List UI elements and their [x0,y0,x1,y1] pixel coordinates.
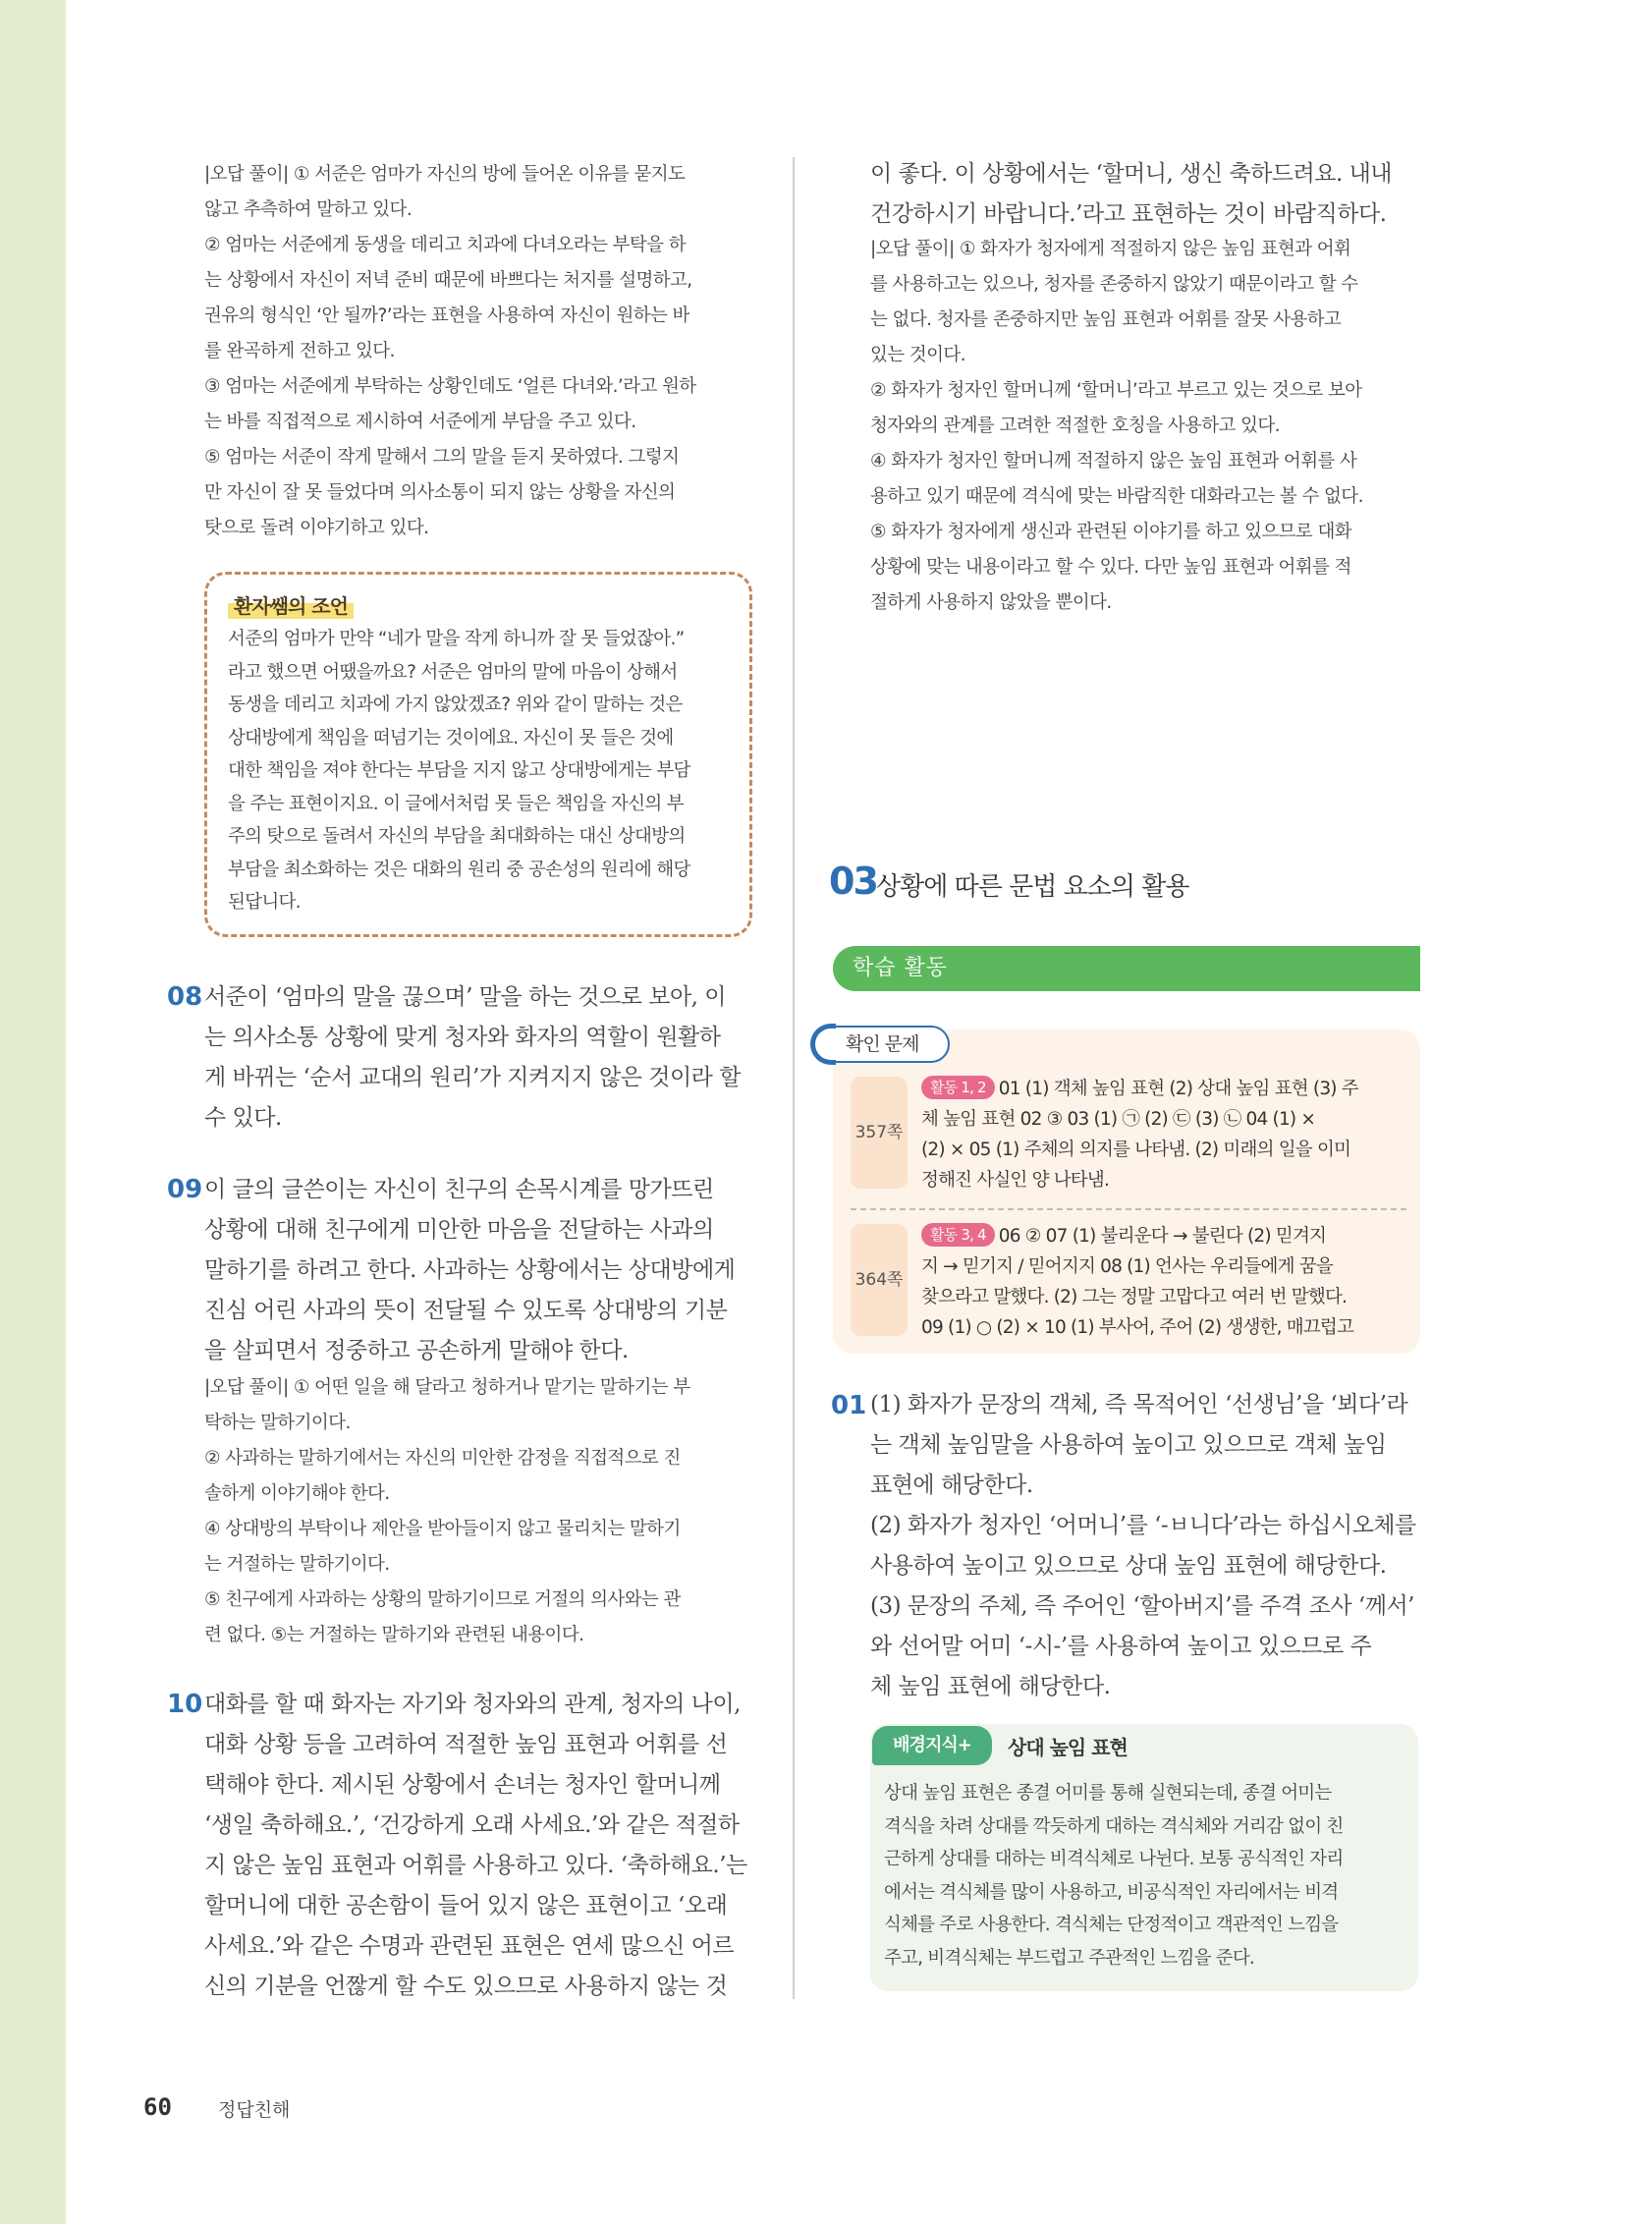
question-number-08: 08 [167,982,203,1012]
check-problem-label: 확인 문제 [846,1033,919,1055]
answer-line: 지 않은 높임 표현과 어휘를 사용하고 있다. ‘축하해요.’는 [204,1853,747,1878]
answer-line: 체 높임 표현에 해당한다. [870,1674,1111,1699]
explain-line: 청자와의 관계를 고려한 적절한 호칭을 사용하고 있다. [870,416,1280,436]
page-ref-364 [851,1224,908,1336]
explain-line: ④ 상대방의 부탁이나 제안을 받아들이지 않고 물리치는 말하기 [204,1519,681,1539]
explain-line: 련 없다. ⑤는 거절하는 말하기와 관련된 내용이다. [204,1625,584,1645]
explain-line: ④ 화자가 청자인 할머니께 적절하지 않은 높임 표현과 어휘를 사 [870,451,1357,472]
explain-10 [870,232,1420,621]
page-ref-label: 357쪽 [854,1123,904,1142]
question-number-10: 10 [167,1690,203,1719]
check-line: 09 (1) ○ (2) × 10 (1) 부사어, 주어 (2) 생생한, 매끄럽고 [921,1317,1354,1338]
side-color-strip [0,0,66,2224]
explain-line: 만 자신이 잘 못 들었다며 의사소통이 되지 않는 상황을 자신의 [204,482,676,503]
answer-line: 말하기를 하려고 한다. 사과하는 상황에서는 상대방에게 [204,1257,736,1283]
advice-line: 상대방에게 책임을 떠넘기는 것이에요. 자신이 못 들은 것에 [228,727,674,749]
bg-line: 에서는 격식체를 많이 사용하고, 비공식적인 자리에서는 비격 [884,1881,1339,1903]
answer-line: 을 살피면서 정중하고 공손하게 말해야 한다. [204,1338,629,1363]
advice-line: 라고 했으면 어땠을까요? 서준은 엄마의 말에 마음이 상해서 [228,661,678,683]
check-line [921,1074,1410,1104]
bg-line: 식체를 주로 사용한다. 격식체는 단정적이고 객관적인 느낌을 [884,1915,1339,1935]
explain-line: 있는 것이다. [870,345,965,365]
check-line: 찾으라고 말했다. (2) 그는 정말 고맙다고 여러 번 말했다. [921,1287,1348,1307]
learning-activity-bar [833,946,1420,991]
advice-title: 환자쌤의 조언 [228,590,354,619]
bg-line: 상대 높임 표현은 종결 어미를 통해 실현되는데, 종결 어미는 [884,1783,1332,1804]
answer-line: (2) 화자가 청자인 ‘어머니’를 ‘-ㅂ니다’라는 하십시오체를 [870,1513,1416,1538]
answer-09 [204,1170,760,1371]
answer-line: 건강하시기 바랍니다.’라고 표현하는 것이 바람직하다. [870,201,1387,227]
explain-line: ③ 엄마는 서준에게 부탁하는 상황인데도 ‘얼른 다녀와.’라고 원하 [204,376,696,397]
explain-line: 권유의 형식인 ‘안 될까?’라는 표현을 사용하여 자신이 원하는 바 [204,306,689,326]
check-line [921,1221,1410,1251]
explain-line: ② 화자가 청자인 할머니께 ‘할머니’라고 부르고 있는 것으로 보아 [870,380,1362,401]
page-number: 60 [143,2093,172,2121]
answer-line: 대화를 할 때 화자는 자기와 청자와의 관계, 청자의 나이, [204,1692,741,1717]
explain-line: 는 상황에서 자신이 저녁 준비 때문에 바쁘다는 처지를 설명하고, [204,270,692,291]
check-problem-tab [818,1026,950,1063]
question-number-01: 01 [831,1391,867,1420]
explain-line: ⑤ 엄마는 서준이 작게 말해서 그의 말을 듣지 못하였다. 그렇지 [204,447,680,468]
background-knowledge-text [884,1777,1406,1974]
explain-line: ⑤ 화자가 청자에게 생신과 관련된 이야기를 하고 있으므로 대화 [870,522,1352,542]
check-line: 체 높임 표현 02 ③ 03 (1) ㉠ (2) ㉢ (3) ㉡ 04 (1) × [921,1109,1316,1130]
explain-line: 탓으로 돌려 이야기하고 있다. [204,518,429,538]
explain-line: 탁하는 말하기이다. [204,1413,351,1433]
book-label: 정답친해 [218,2099,291,2121]
answer-line: ‘생일 축하해요.’, ‘건강하게 오래 사세요.’와 같은 적절하 [204,1812,740,1838]
explain-line: |오답 풀이| ① 어떤 일을 해 달라고 청하거나 맡기는 말하기는 부 [204,1377,690,1398]
answer-line: 신의 기분을 언짢게 할 수도 있으므로 사용하지 않는 것 [204,1974,728,1999]
answer-line: 이 좋다. 이 상황에서는 ‘할머니, 생신 축하드려요. 내내 [870,161,1392,187]
question-number-09: 09 [167,1175,203,1204]
background-knowledge-tag: 배경지식+ [872,1726,992,1765]
explain-line: 를 완곡하게 전하고 있다. [204,341,395,361]
check-line: (2) × 05 (1) 주체의 의지를 나타냄. (2) 미래의 일을 이미 [921,1140,1351,1160]
explain-line: ② 엄마는 서준에게 동생을 데리고 치과에 다녀오라는 부탁을 하 [204,235,687,255]
advice-text [228,623,739,919]
section-number: 03 [829,860,877,903]
answer-line: 대화 상황 등을 고려하여 적절한 높임 표현과 어휘를 선 [204,1732,728,1757]
section-title: 상황에 따른 문법 요소의 활용 [876,872,1189,902]
explain-line: 는 없다. 청자를 존중하지만 높임 표현과 어휘를 잘못 사용하고 [870,309,1342,330]
answer-line: 게 바뀌는 ‘순서 교대의 원리’가 지켜지지 않은 것이라 할 [204,1065,741,1090]
answer-01 [870,1385,1420,1707]
answer-line: 서준이 ‘엄마의 말을 끊으며’ 말을 하는 것으로 보아, 이 [204,984,726,1010]
explain-line: ② 사과하는 말하기에서는 자신의 미안한 감정을 직접적으로 진 [204,1448,681,1469]
answer-line: (1) 화자가 문장의 객체, 즉 목적어인 ‘선생님’을 ‘뵈다’라 [870,1392,1408,1418]
explain-line: |오답 풀이| ① 화자가 청자에게 적절하지 않은 높임 표현과 어휘 [870,239,1351,259]
answer-line: 할머니에 대한 공손함이 들어 있지 않은 표현이고 ‘오래 [204,1893,728,1918]
check-divider [851,1208,1406,1210]
answer-line: 진심 어린 사과의 뜻이 전달될 수 있도록 상대방의 기분 [204,1298,728,1323]
explain-line: 용하고 있기 때문에 격식에 맞는 바람직한 대화라고는 볼 수 없다. [870,486,1363,507]
explain-07 [204,157,760,546]
advice-line: 된답니다. [228,892,301,913]
explain-line: 않고 추측하여 말하고 있다. [204,199,413,220]
explain-09 [204,1370,760,1653]
answer-line: 택해야 한다. 제시된 상황에서 손녀는 청자인 할머니께 [204,1772,721,1798]
check-answers-2 [921,1221,1410,1343]
page-ref-357 [851,1077,908,1189]
answer-line: 와 선어말 어미 ‘-시-’를 사용하여 높이고 있으므로 주 [870,1634,1372,1659]
explain-line: 솔하게 이야기해야 한다. [204,1483,390,1504]
answer-line: 이 글의 글쓴이는 자신이 친구의 손목시계를 망가뜨린 [204,1177,714,1202]
check-answers-1 [921,1074,1410,1195]
explain-line: 를 사용하고는 있으나, 청자를 존중하지 않았기 때문이라고 할 수 [870,274,1358,295]
answer-10-continued [870,154,1420,235]
check-line: 정해진 사실인 양 나타냄. [921,1170,1110,1191]
advice-line: 주의 탓으로 돌려서 자신의 부담을 최대화하는 대신 상대방의 [228,826,686,847]
explain-line: 는 거절하는 말하기이다. [204,1554,390,1575]
answer-line: 는 의사소통 상황에 맞게 청자와 화자의 역할이 원활하 [204,1025,721,1050]
advice-line: 대한 책임을 져야 한다는 부담을 지지 않고 상대방에게는 부담 [228,760,690,781]
answer-10 [204,1685,760,2007]
explain-line: 절하게 사용하지 않았을 뿐이다. [870,592,1112,613]
check-line-text: 06 ② 07 (1) 불리운다 → 불린다 (2) 믿겨지 [998,1226,1327,1247]
explain-line: |오답 풀이| ① 서준은 엄마가 자신의 방에 들어온 이유를 묻지도 [204,164,686,185]
advice-line: 서준의 엄마가 만약 “네가 말을 작게 하니까 잘 못 들었잖아.” [228,629,685,649]
bg-line: 격식을 차려 상대를 깍듯하게 대하는 격식체와 거리감 없이 친 [884,1815,1344,1837]
answer-line: 상황에 대해 친구에게 미안한 마음을 전달하는 사과의 [204,1217,714,1243]
answer-line: (3) 문장의 주체, 즉 주어인 ‘할아버지’를 주격 조사 ‘께서’ [870,1593,1414,1619]
activity-pill: 활동 1, 2 [921,1076,995,1099]
explain-line: 는 바를 직접적으로 제시하여 서준에게 부담을 주고 있다. [204,412,636,432]
answer-08 [204,977,760,1139]
column-divider [793,157,795,1999]
bg-line: 주고, 비격식체는 부드럽고 주관적인 느낌을 준다. [884,1947,1254,1969]
answer-line: 사용하여 높이고 있으므로 상대 높임 표현에 해당한다. [870,1553,1387,1579]
answer-line: 표현에 해당한다. [870,1473,1033,1498]
bg-line: 근하게 상대를 대하는 비격식체로 나뉜다. 보통 공식적인 자리 [884,1849,1344,1869]
answer-line: 사세요.’와 같은 수명과 관련된 표현은 연세 많으신 어르 [204,1933,735,1959]
check-line-text: 01 (1) 객체 높임 표현 (2) 상대 높임 표현 (3) 주 [998,1079,1358,1099]
explain-line: ⑤ 친구에게 사과하는 상황의 말하기이므로 거절의 의사와는 관 [204,1589,681,1610]
page-ref-label: 364쪽 [854,1270,904,1290]
learning-activity-label: 학습 활동 [853,956,949,980]
activity-pill: 활동 3, 4 [921,1223,995,1247]
check-line: 지 → 믿기지 / 믿어지지 08 (1) 언사는 우리들에게 꿈을 [921,1256,1333,1277]
advice-line: 부담을 최소화하는 것은 대화의 원리 중 공손성의 원리에 해당 [228,859,690,880]
advice-line: 을 주는 표현이지요. 이 글에서처럼 못 들은 책임을 자신의 부 [228,793,684,814]
background-knowledge-title: 상대 높임 표현 [1008,1736,1128,1759]
answer-line: 수 있다. [204,1105,282,1131]
advice-line: 동생을 데리고 치과에 가지 않았겠죠? 위와 같이 말하는 것은 [228,695,683,715]
explain-line: 상황에 맞는 내용이라고 할 수 있다. 다만 높임 표현과 어휘를 적 [870,557,1351,578]
answer-line: 는 객체 높임말을 사용하여 높이고 있으므로 객체 높임 [870,1432,1387,1458]
